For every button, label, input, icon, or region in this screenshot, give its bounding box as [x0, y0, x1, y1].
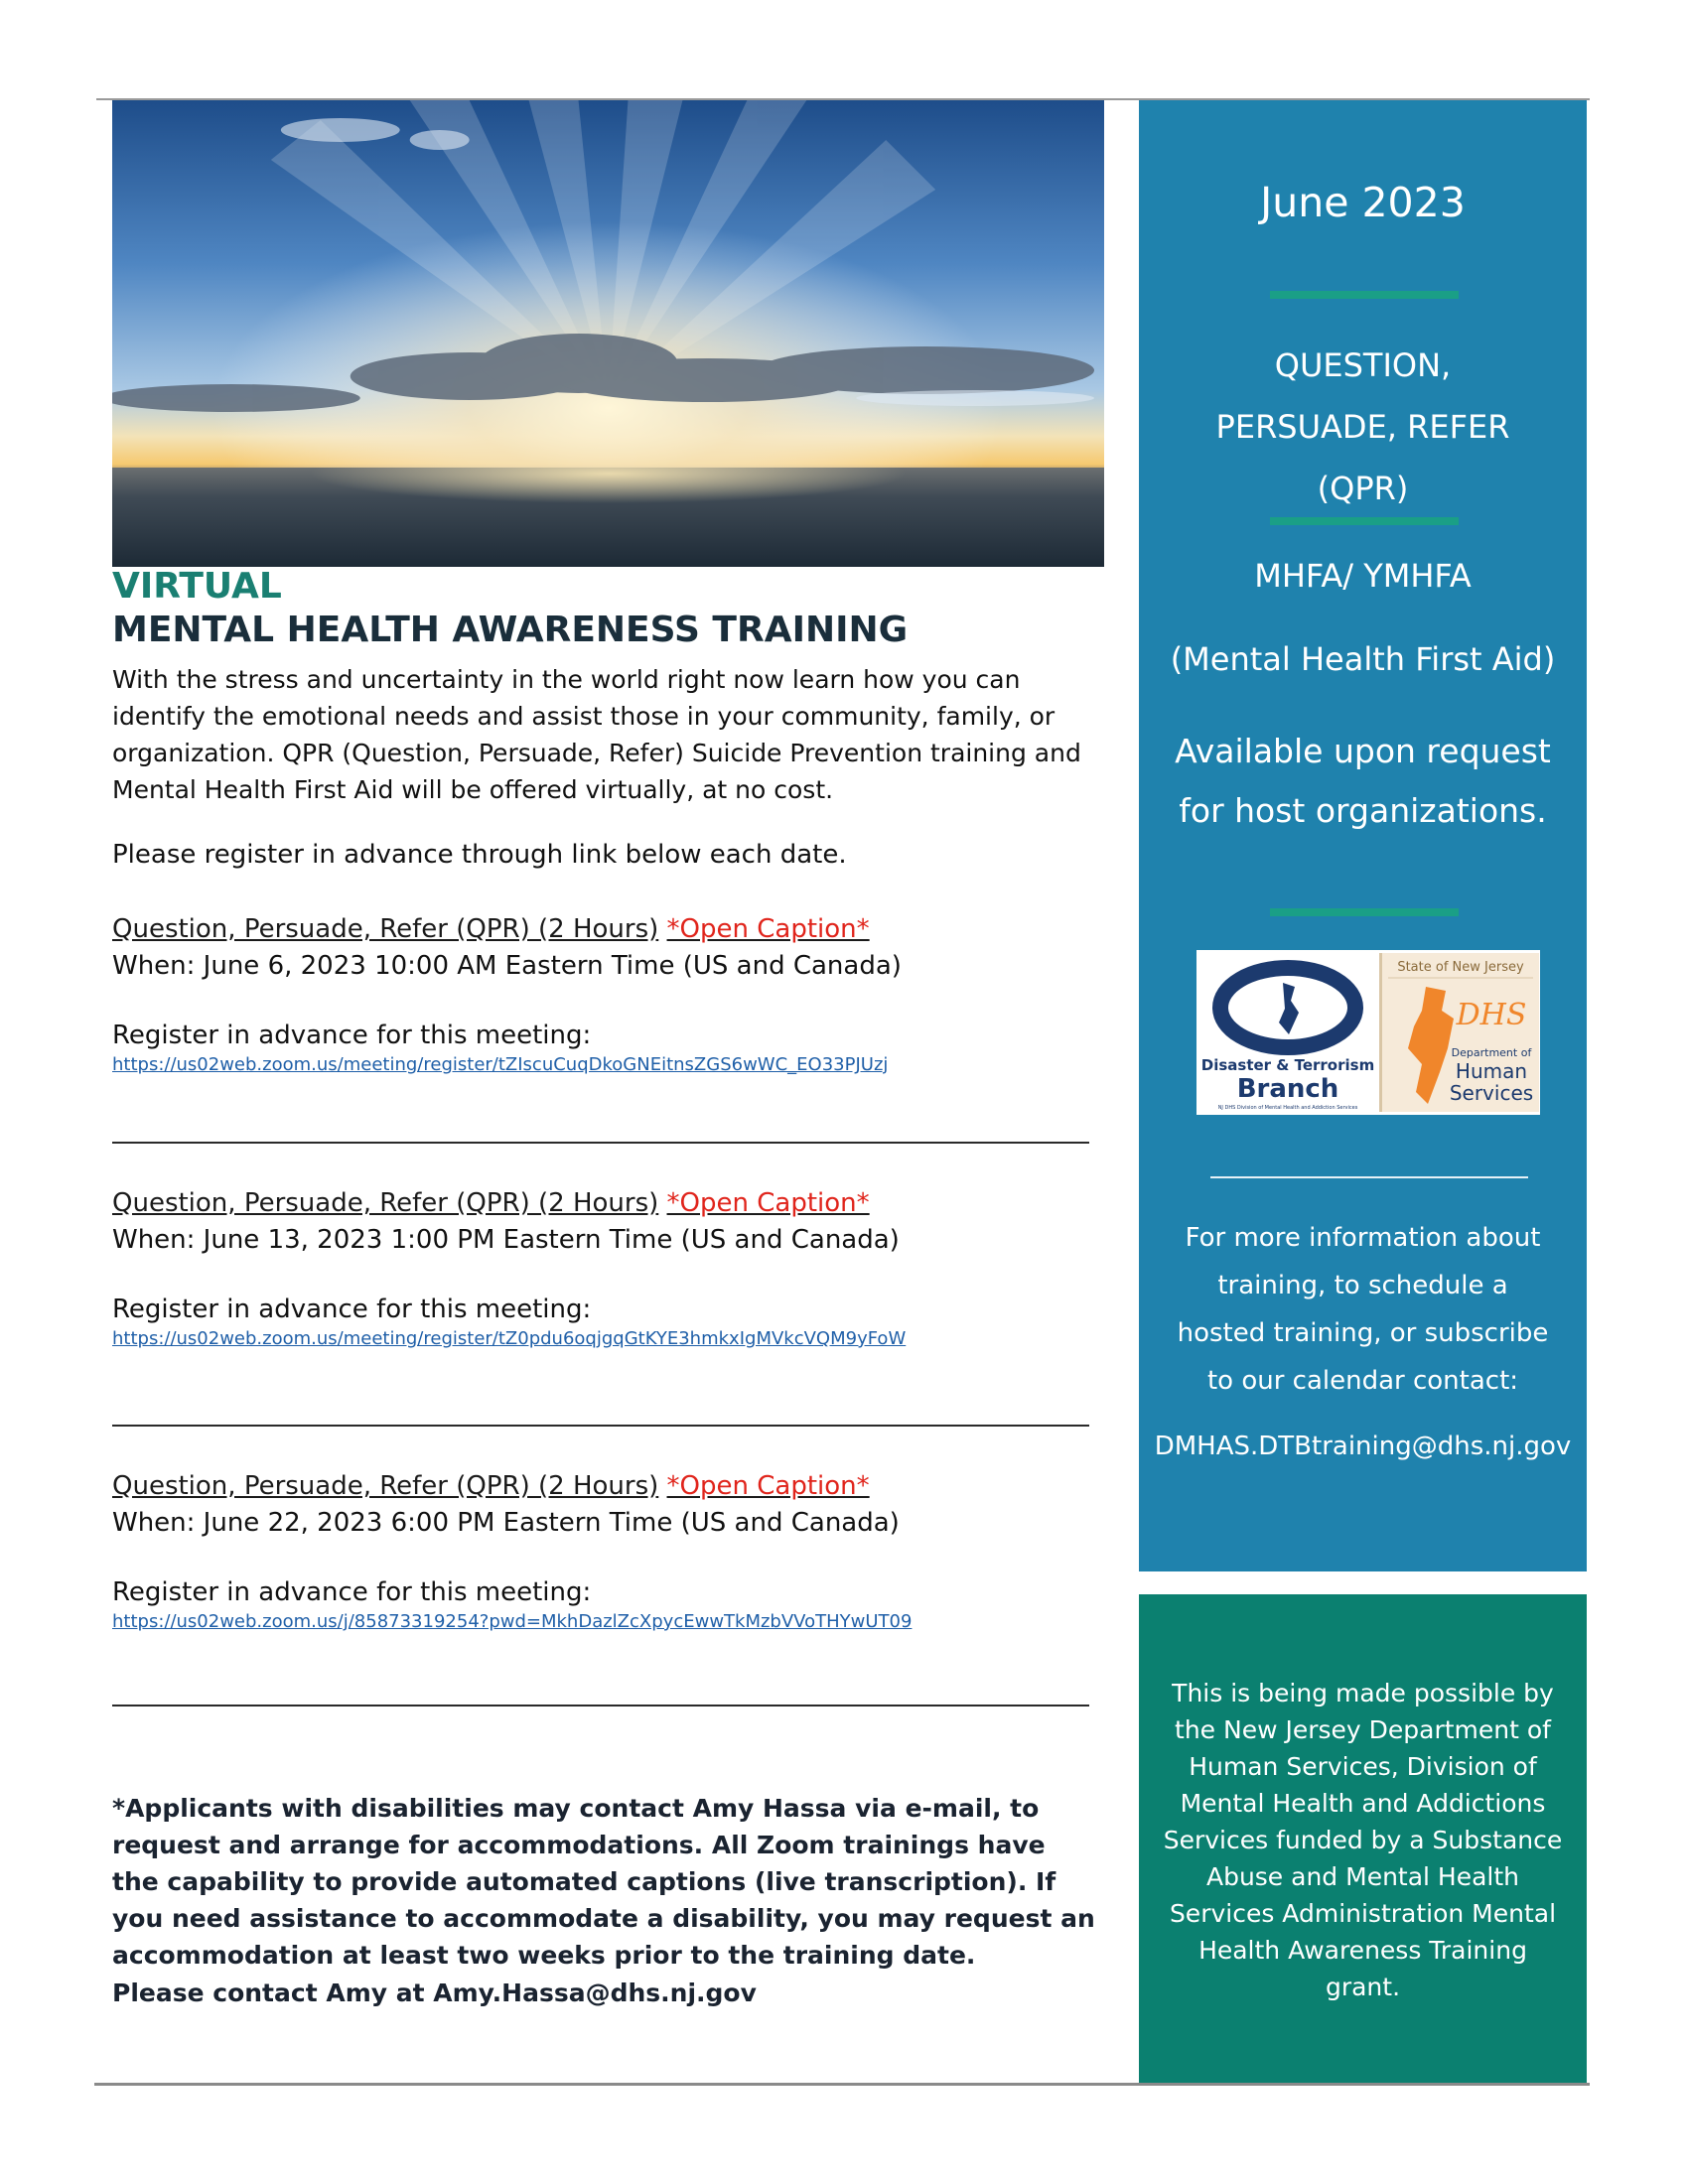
logo-text-line1: Disaster & Terrorism — [1200, 1056, 1375, 1074]
event-block-1 — [112, 911, 1105, 1075]
sidebar-mhfa: MHFA/ YMHFA — [1254, 557, 1472, 595]
accent-bar — [1270, 908, 1459, 916]
register-label: Register in advance for this meeting: — [112, 1295, 592, 1324]
event-when: When: June 6, 2023 10:00 AM Eastern Time (US and Canada) — [112, 951, 902, 981]
register-link[interactable]: https://us02web.zoom.us/meeting/register/tZIscuCuqDkoGNEitnsZGS6wWC_EO33PJUzj — [112, 1054, 889, 1075]
open-caption-tag: *Open Caption* — [666, 1188, 870, 1218]
logo-text-line2: Branch — [1236, 1074, 1339, 1104]
logo-services-text: Services — [1449, 1081, 1534, 1105]
event-when: When: June 13, 2023 1:00 PM Eastern Time (US and Canada) — [112, 1225, 900, 1255]
accommodations-notice: *Applicants with disabilities may contact Amy Hassa via e-mail, to request and arrange for accommodations. All Zoom trainings have the capability to provide automated captions (live transcription). If you need assistance to accommodate a disability, you may request an accommodation at least two weeks prior to the training date. — [112, 1794, 1095, 1970]
logo-state-text: State of New Jersey — [1397, 960, 1524, 975]
sidebar-qpr-title: QUESTION, PERSUADE, REFER (QPR) — [1215, 346, 1510, 507]
virtual-label: VIRTUAL — [112, 566, 282, 607]
logo-text-sub: NJ DHS Division of Mental Health and Addiction Services — [1217, 1105, 1358, 1111]
section-divider — [112, 1705, 1089, 1706]
event-title — [112, 911, 1105, 947]
hero-sunrise-ocean-image — [112, 100, 1104, 567]
event-title-text: Question, Persuade, Refer (QPR) (2 Hours) — [112, 1471, 659, 1501]
event-title — [112, 1468, 1105, 1504]
event-when: When: June 22, 2023 6:00 PM Eastern Time (US and Canada) — [112, 1508, 900, 1538]
open-caption-tag: *Open Caption* — [666, 914, 870, 944]
sidebar-availability: Available upon request for host organizations. — [1175, 732, 1551, 830]
logo-human-text: Human — [1455, 1059, 1528, 1083]
intro-paragraph: With the stress and uncertainty in the world right now learn how you can identify the emotional needs and assist those in your community, family, or organization. QPR (Question, Persuade, Refer) Suicide Prevention training and Mental Health First Aid will be offered virtually, at no cost. — [112, 665, 1081, 804]
info-sidebar — [1139, 100, 1587, 1571]
event-title — [112, 1185, 1105, 1221]
grant-statement: This is being made possible by the New Jersey Department of Human Services, Division of Mental Health and Addictions Services funded by a Substance Abuse and Mental Health Services Administration Mental Health Awareness Training grant. — [1163, 1679, 1563, 2001]
register-link[interactable]: https://us02web.zoom.us/j/85873319254?pwd=MkhDazlZcXpycEwwTkMzbVVoTHYwUT09 — [112, 1611, 913, 1632]
sidebar-divider — [1210, 1176, 1528, 1178]
event-title-text: Question, Persuade, Refer (QPR) (2 Hours) — [112, 914, 659, 944]
sidebar-mhfa-full: (Mental Health First Aid) — [1170, 640, 1556, 678]
accent-bar — [1270, 517, 1459, 525]
event-title-text: Question, Persuade, Refer (QPR) (2 Hours) — [112, 1188, 659, 1218]
sidebar-month: June 2023 — [1260, 179, 1466, 226]
section-divider — [112, 1425, 1089, 1427]
bottom-rule — [94, 2083, 1590, 2086]
open-caption-tag: *Open Caption* — [666, 1471, 870, 1501]
sidebar-contact-email[interactable]: DMHAS.DTBtraining@dhs.nj.gov — [1154, 1432, 1572, 1461]
register-label: Register in advance for this meeting: — [112, 1021, 592, 1050]
accent-bar — [1270, 291, 1459, 299]
event-block-3 — [112, 1468, 1105, 1632]
page-title: MENTAL HEALTH AWARENESS TRAINING — [112, 610, 909, 650]
logo-dhs-text: DHS — [1456, 998, 1527, 1032]
register-link[interactable]: https://us02web.zoom.us/meeting/register/tZ0pdu6oqjgqGtKYE3hmkxIgMVkcVQM9yFoW — [112, 1328, 907, 1349]
event-block-2 — [112, 1185, 1105, 1349]
grant-box — [1139, 1594, 1587, 2083]
sidebar-more-info: For more information about training, to schedule a hosted training, or subscribe to our calendar contact: — [1177, 1223, 1549, 1396]
advance-note: Please register in advance through link below each date. — [112, 840, 847, 870]
section-divider — [112, 1142, 1089, 1144]
partner-logos — [1196, 950, 1540, 1115]
register-label: Register in advance for this meeting: — [112, 1577, 592, 1607]
contact-line: Please contact Amy at Amy.Hassa@dhs.nj.gov — [112, 1979, 757, 2007]
logo-dept-text: Department of — [1451, 1046, 1532, 1059]
nj-dhs-logo — [1379, 953, 1539, 1112]
disaster-terrorism-branch-logo — [1199, 953, 1376, 1112]
